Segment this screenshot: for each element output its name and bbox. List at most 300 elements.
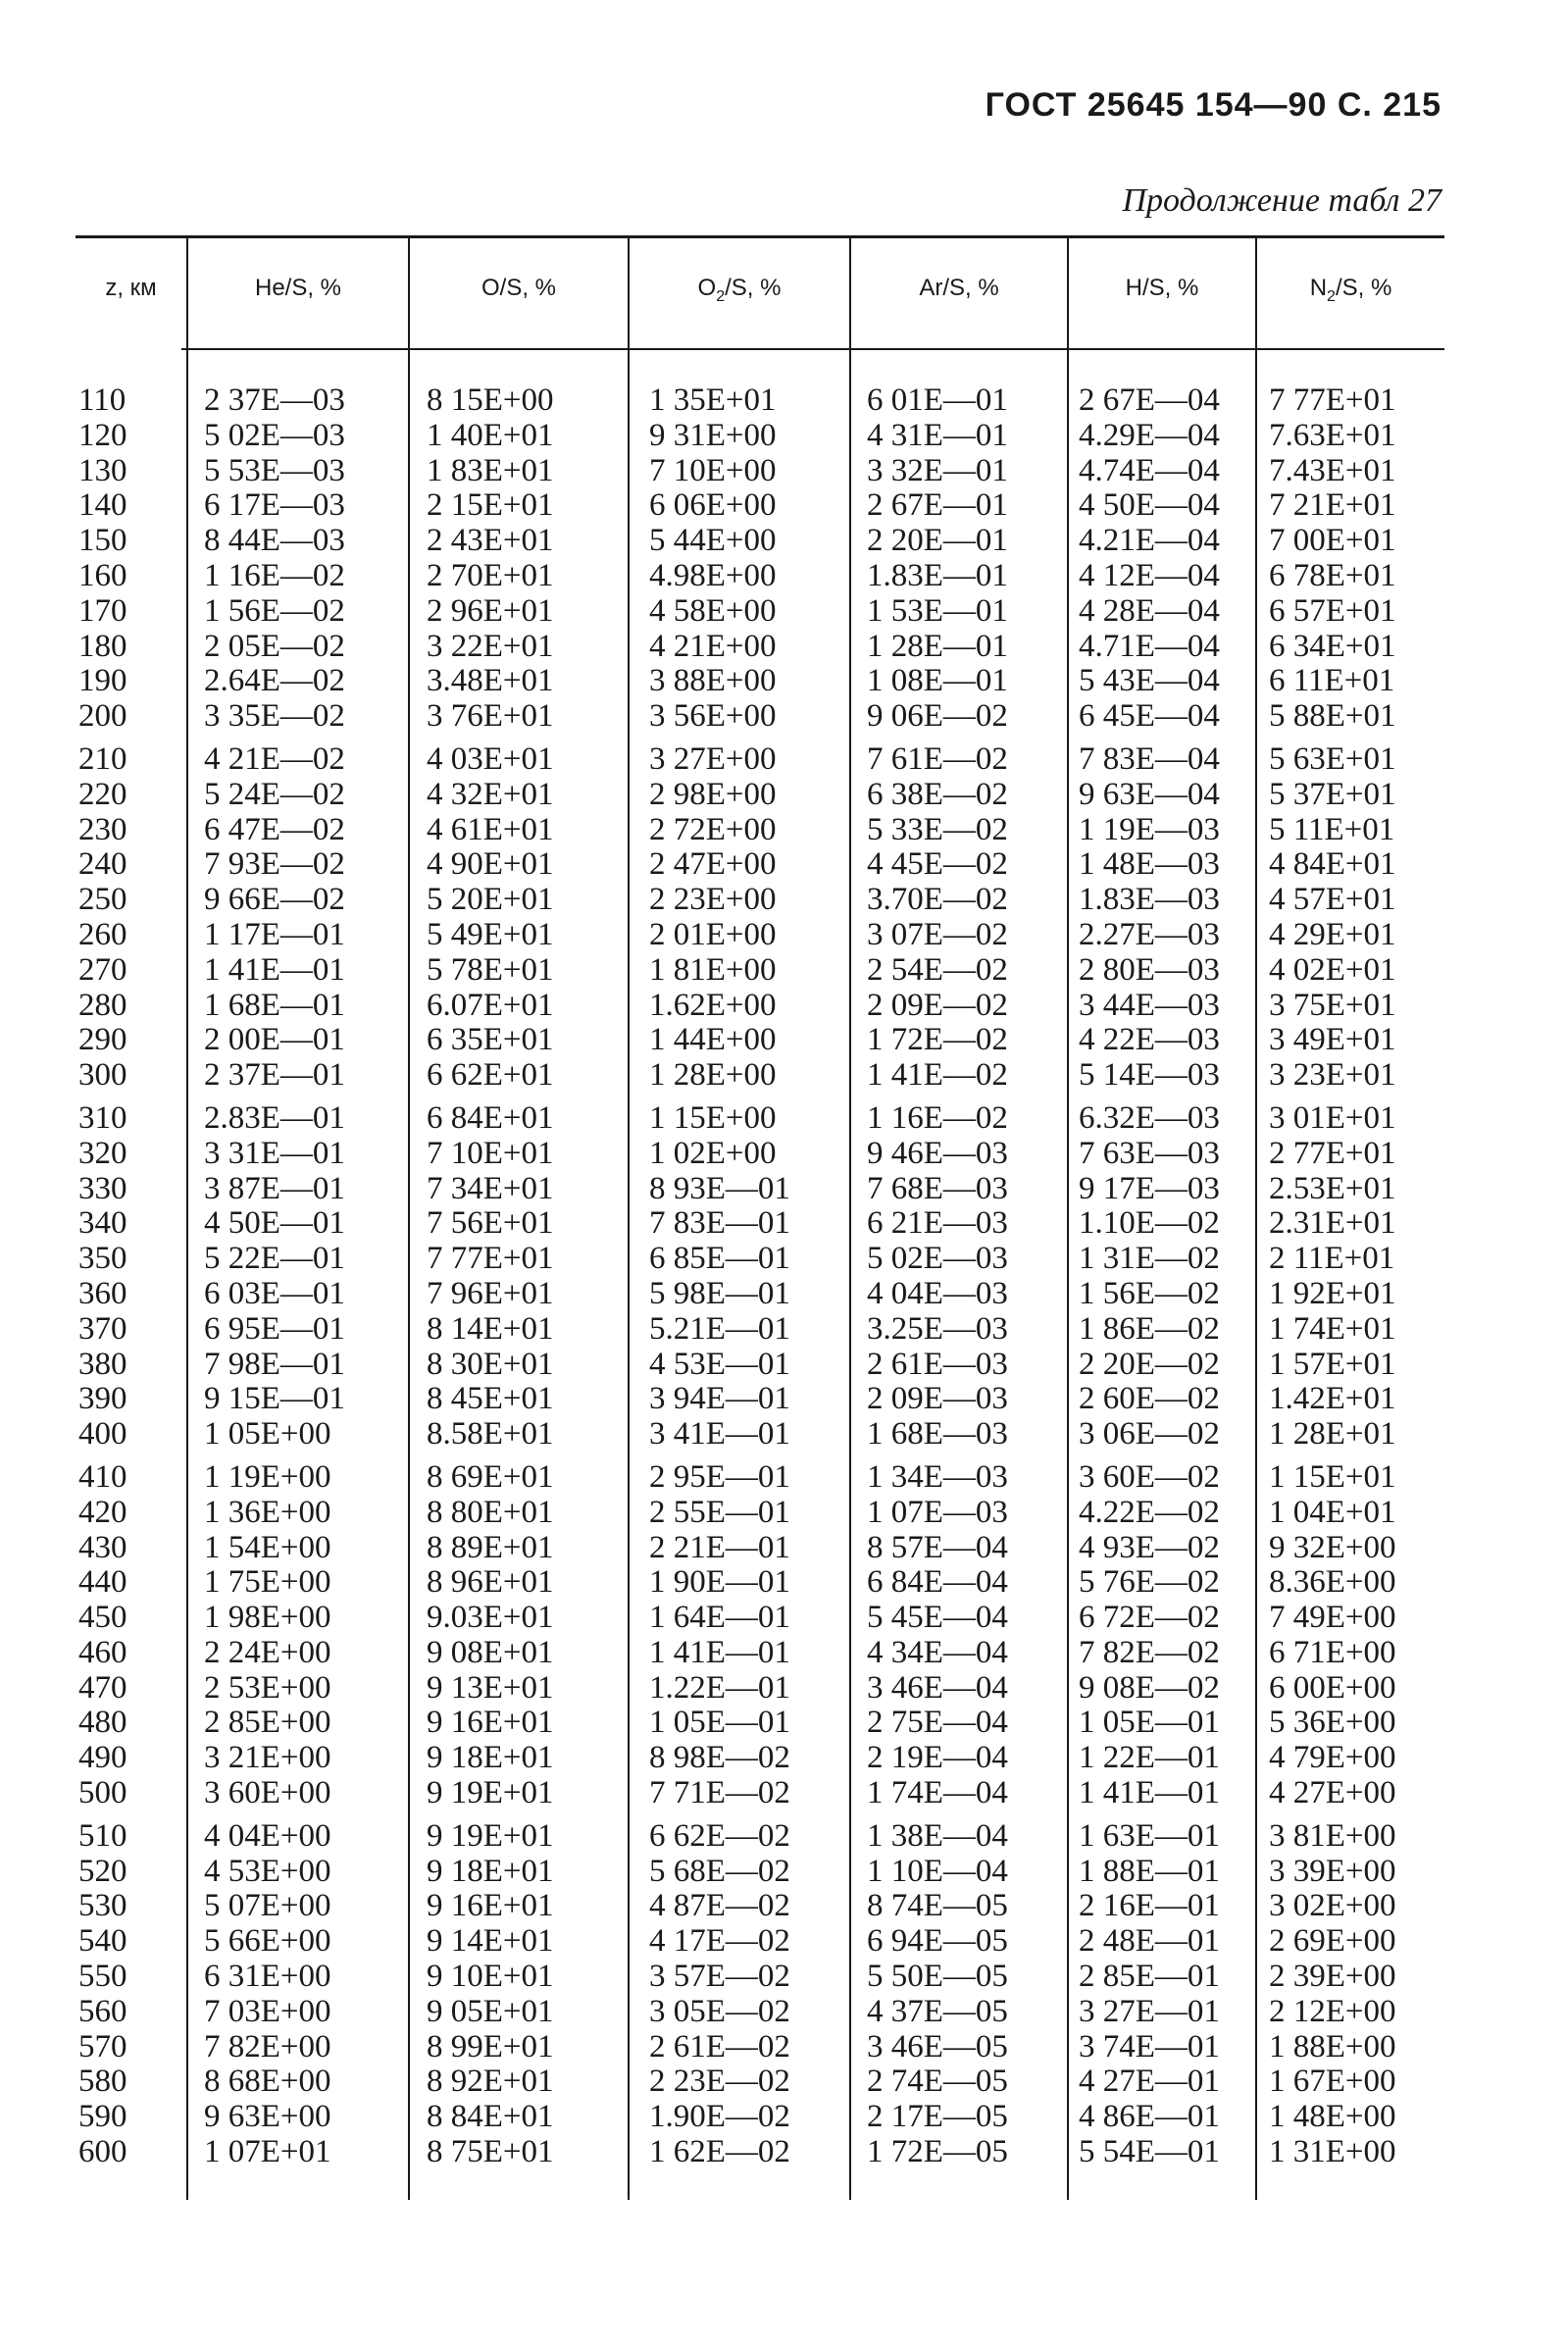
- value-cell: 5 49E+01: [427, 916, 554, 952]
- value-cell: 6 84E+01: [427, 1099, 554, 1136]
- col-header-h: H/S, %: [1125, 275, 1199, 301]
- value-cell: 6 35E+01: [427, 1022, 554, 1058]
- value-cell: 6 17E—03: [204, 487, 345, 524]
- altitude-cell: 500: [78, 1775, 127, 1811]
- value-cell: 2 77E+01: [1269, 1135, 1396, 1171]
- row-group: [0, 1101, 1568, 1453]
- altitude-cell: 410: [78, 1458, 127, 1495]
- value-cell: 8.36E+00: [1269, 1564, 1396, 1601]
- altitude-cell: 200: [78, 698, 127, 735]
- col-header-z: z, км: [105, 275, 157, 301]
- value-cell: 7 21E+01: [1269, 487, 1396, 524]
- value-cell: 5 37E+01: [1269, 776, 1396, 812]
- value-cell: 9 63E—04: [1079, 776, 1220, 812]
- value-cell: 8 93E—01: [649, 1170, 790, 1206]
- page-header: ГОСТ 25645 154—90 С. 215: [985, 86, 1442, 124]
- value-cell: 3 01E+01: [1269, 1099, 1396, 1136]
- value-cell: 5 44E+00: [649, 523, 777, 559]
- altitude-cell: 570: [78, 2028, 127, 2065]
- value-cell: 6 85E—01: [649, 1241, 790, 1277]
- value-cell: 1 54E+00: [204, 1529, 331, 1565]
- value-cell: 6 01E—01: [867, 382, 1008, 418]
- value-cell: 3 49E+01: [1269, 1022, 1396, 1058]
- value-cell: 3 07E—02: [867, 916, 1008, 952]
- value-cell: 3 75E+01: [1269, 987, 1396, 1023]
- value-cell: 1 05E—01: [649, 1705, 790, 1741]
- value-cell: 8 14E+01: [427, 1310, 554, 1347]
- value-cell: 1 63E—01: [1079, 1817, 1220, 1854]
- altitude-cell: 490: [78, 1740, 127, 1776]
- value-cell: 5 63E+01: [1269, 740, 1396, 777]
- value-cell: 2 23E+00: [649, 882, 777, 918]
- value-cell: 1 72E—02: [867, 1022, 1008, 1058]
- value-cell: 8 89E+01: [427, 1529, 554, 1565]
- value-cell: 4 61E+01: [427, 811, 554, 847]
- value-cell: 3.25E—03: [867, 1310, 1008, 1347]
- value-cell: 3 87E—01: [204, 1170, 345, 1206]
- value-cell: 2.27E—03: [1079, 916, 1220, 952]
- value-cell: 9 08E—02: [1079, 1669, 1220, 1706]
- value-cell: 3 41E—01: [649, 1416, 790, 1453]
- value-cell: 3 94E—01: [649, 1381, 790, 1417]
- value-cell: 8 57E—04: [867, 1529, 1008, 1565]
- value-cell: 3 88E+00: [649, 663, 777, 699]
- value-cell: 1 72E—05: [867, 2134, 1008, 2170]
- value-cell: 2 80E—03: [1079, 951, 1220, 988]
- value-cell: 1 62E—02: [649, 2134, 790, 2170]
- value-cell: 3 23E+01: [1269, 1057, 1396, 1094]
- value-cell: 4 53E—01: [649, 1346, 790, 1382]
- value-cell: 7 71E—02: [649, 1775, 790, 1811]
- table-row: [0, 559, 1568, 594]
- value-cell: 4 04E+00: [204, 1817, 331, 1854]
- value-cell: 5 50E—05: [867, 1959, 1008, 1995]
- value-cell: 7 61E—02: [867, 740, 1008, 777]
- value-cell: 1 15E+01: [1269, 1458, 1396, 1495]
- value-cell: 8 96E+01: [427, 1564, 554, 1601]
- value-cell: 9 14E+01: [427, 1923, 554, 1960]
- value-cell: 1 74E+01: [1269, 1310, 1396, 1347]
- value-cell: 8 80E+01: [427, 1494, 554, 1530]
- table-row: [0, 1460, 1568, 1496]
- value-cell: 5 98E—01: [649, 1275, 790, 1311]
- value-cell: 5 68E—02: [649, 1853, 790, 1889]
- value-cell: 4 27E—01: [1079, 2064, 1220, 2100]
- altitude-cell: 440: [78, 1564, 127, 1601]
- value-cell: 4.98E+00: [649, 557, 777, 593]
- value-cell: 1 92E+01: [1269, 1275, 1396, 1311]
- value-cell: 2 75E—04: [867, 1705, 1008, 1741]
- value-cell: 7 00E+01: [1269, 523, 1396, 559]
- value-cell: 4 17E—02: [649, 1923, 790, 1960]
- altitude-cell: 310: [78, 1099, 127, 1136]
- value-cell: 6 45E—04: [1079, 698, 1220, 735]
- value-cell: 1 36E+00: [204, 1494, 331, 1530]
- value-cell: 2 98E+00: [649, 776, 777, 812]
- table-row: [0, 1058, 1568, 1094]
- table-row: [0, 488, 1568, 524]
- value-cell: 5 53E—03: [204, 452, 345, 488]
- value-cell: 9 10E+01: [427, 1959, 554, 1995]
- value-cell: 3 39E+00: [1269, 1853, 1396, 1889]
- value-cell: 1 31E—02: [1079, 1241, 1220, 1277]
- value-cell: 7 68E—03: [867, 1170, 1008, 1206]
- altitude-cell: 190: [78, 663, 127, 699]
- altitude-cell: 280: [78, 987, 127, 1023]
- value-cell: 9 08E+01: [427, 1634, 554, 1670]
- value-cell: 3 46E—05: [867, 2028, 1008, 2065]
- value-cell: 1 64E—01: [649, 1600, 790, 1636]
- value-cell: 6 11E+01: [1269, 663, 1395, 699]
- value-cell: 7.63E+01: [1269, 417, 1396, 453]
- value-cell: 1 05E—01: [1079, 1705, 1220, 1741]
- value-cell: 9 19E+01: [427, 1817, 554, 1854]
- value-cell: 9 18E+01: [427, 1853, 554, 1889]
- value-cell: 3 81E+00: [1269, 1817, 1396, 1854]
- value-cell: 4 03E+01: [427, 740, 554, 777]
- altitude-cell: 220: [78, 776, 127, 812]
- altitude-cell: 330: [78, 1170, 127, 1206]
- altitude-cell: 180: [78, 628, 127, 664]
- row-group: [0, 1819, 1568, 2170]
- value-cell: 4 58E+00: [649, 592, 777, 629]
- value-cell: 1 41E—01: [1079, 1775, 1220, 1811]
- value-cell: 3 57E—02: [649, 1959, 790, 1995]
- altitude-cell: 160: [78, 557, 127, 593]
- value-cell: 5 54E—01: [1079, 2134, 1220, 2170]
- value-cell: 5 45E—04: [867, 1600, 1008, 1636]
- value-cell: 4 57E+01: [1269, 882, 1396, 918]
- altitude-cell: 360: [78, 1275, 127, 1311]
- value-cell: 8 75E+01: [427, 2134, 554, 2170]
- value-cell: 3 60E—02: [1079, 1458, 1220, 1495]
- value-cell: 1 07E—03: [867, 1494, 1008, 1530]
- value-cell: 1 16E—02: [867, 1099, 1008, 1136]
- value-cell: 6 57E+01: [1269, 592, 1396, 629]
- value-cell: 7 82E—02: [1079, 1634, 1220, 1670]
- value-cell: 9 46E—03: [867, 1135, 1008, 1171]
- table-row: [0, 1417, 1568, 1453]
- col-header-n2: $N_2/S$, %: [1309, 275, 1392, 305]
- value-cell: 1 68E—01: [204, 987, 345, 1023]
- value-cell: 9 05E+01: [427, 1993, 554, 2029]
- table-row: [0, 1924, 1568, 1960]
- value-cell: 6 71E+00: [1269, 1634, 1396, 1670]
- value-cell: 2 70E+01: [427, 557, 554, 593]
- table-row: [0, 1636, 1568, 1671]
- value-cell: 1 48E—03: [1079, 846, 1220, 883]
- value-cell: 6 62E+01: [427, 1057, 554, 1094]
- table-row: [0, 1601, 1568, 1636]
- value-cell: 1.22E—01: [649, 1669, 790, 1706]
- value-cell: 1 35E+01: [649, 382, 777, 418]
- altitude-cell: 480: [78, 1705, 127, 1741]
- value-cell: 4 34E—04: [867, 1634, 1008, 1670]
- value-cell: 9 19E+01: [427, 1775, 554, 1811]
- value-cell: 1 88E—01: [1079, 1853, 1220, 1889]
- value-cell: 9 15E—01: [204, 1381, 345, 1417]
- value-cell: 4 02E+01: [1269, 951, 1396, 988]
- value-cell: 8.58E+01: [427, 1416, 554, 1453]
- value-cell: 5 33E—02: [867, 811, 1008, 847]
- value-cell: 5 36E+00: [1269, 1705, 1396, 1741]
- value-cell: 1 15E+00: [649, 1099, 777, 1136]
- table-row: [0, 989, 1568, 1024]
- value-cell: 6.07E+01: [427, 987, 554, 1023]
- value-cell: 2 23E—02: [649, 2064, 790, 2100]
- value-cell: 3 22E+01: [427, 628, 554, 664]
- value-cell: 7 83E—04: [1079, 740, 1220, 777]
- value-cell: 1 74E—04: [867, 1775, 1008, 1811]
- value-cell: 1 22E—01: [1079, 1740, 1220, 1776]
- col-header-o: O/S, %: [481, 275, 557, 301]
- altitude-cell: 150: [78, 523, 127, 559]
- table-row: [0, 953, 1568, 989]
- value-cell: 1 38E—04: [867, 1817, 1008, 1854]
- value-cell: 4 79E+00: [1269, 1740, 1396, 1776]
- value-cell: 2 19E—04: [867, 1740, 1008, 1776]
- table-row: [0, 2100, 1568, 2135]
- value-cell: 5 22E—01: [204, 1241, 345, 1277]
- value-cell: 3.70E—02: [867, 882, 1008, 918]
- value-cell: 2.83E—01: [204, 1099, 345, 1136]
- table-row: [0, 847, 1568, 883]
- altitude-cell: 120: [78, 417, 127, 453]
- altitude-cell: 460: [78, 1634, 127, 1670]
- value-cell: 4.29E—04: [1079, 417, 1220, 453]
- value-cell: 2 61E—02: [649, 2028, 790, 2065]
- value-cell: 3 35E—02: [204, 698, 345, 735]
- altitude-cell: 560: [78, 1993, 127, 2029]
- value-cell: 1 17E—01: [204, 916, 345, 952]
- col-header-he: He/S, %: [254, 275, 342, 301]
- value-cell: 3 27E+00: [649, 740, 777, 777]
- value-cell: 6.32E—03: [1079, 1099, 1220, 1136]
- value-cell: 5 43E—04: [1079, 663, 1220, 699]
- altitude-cell: 530: [78, 1888, 127, 1924]
- value-cell: 1 88E+00: [1269, 2028, 1396, 2065]
- altitude-cell: 130: [78, 452, 127, 488]
- value-cell: 4 86E—01: [1079, 2099, 1220, 2135]
- value-cell: 4 37E—05: [867, 1993, 1008, 2029]
- altitude-cell: 210: [78, 740, 127, 777]
- altitude-cell: 520: [78, 1853, 127, 1889]
- value-cell: 2 09E—02: [867, 987, 1008, 1023]
- value-cell: 1.42E+01: [1269, 1381, 1396, 1417]
- value-cell: 7 49E+00: [1269, 1600, 1396, 1636]
- value-cell: 7 96E+01: [427, 1275, 554, 1311]
- value-cell: 2 60E—02: [1079, 1381, 1220, 1417]
- value-cell: 8 84E+01: [427, 2099, 554, 2135]
- value-cell: 1 19E—03: [1079, 811, 1220, 847]
- value-cell: 7 98E—01: [204, 1346, 345, 1382]
- value-cell: 1 40E+01: [427, 417, 554, 453]
- value-cell: 8 98E—02: [649, 1740, 790, 1776]
- value-cell: 1 28E+00: [649, 1057, 777, 1094]
- table-row: [0, 524, 1568, 559]
- value-cell: 2 17E—05: [867, 2099, 1008, 2135]
- table-continuation-label: Продолжение табл 27: [1122, 182, 1442, 219]
- value-cell: 1 41E—02: [867, 1057, 1008, 1094]
- table-row: [0, 2030, 1568, 2065]
- table-row: [0, 630, 1568, 665]
- value-cell: 2 85E+00: [204, 1705, 331, 1741]
- value-cell: 4 50E—04: [1079, 487, 1220, 524]
- altitude-cell: 110: [78, 382, 126, 418]
- value-cell: 2 37E—03: [204, 382, 345, 418]
- altitude-cell: 420: [78, 1494, 127, 1530]
- table-row: [0, 383, 1568, 419]
- value-cell: 2 39E+00: [1269, 1959, 1396, 1995]
- value-cell: 2 85E—01: [1079, 1959, 1220, 1995]
- value-cell: 9 13E+01: [427, 1669, 554, 1706]
- value-cell: 1 98E+00: [204, 1600, 331, 1636]
- value-cell: 2 95E—01: [649, 1458, 790, 1495]
- value-cell: 6 84E—04: [867, 1564, 1008, 1601]
- value-cell: 3 74E—01: [1079, 2028, 1220, 2065]
- value-cell: 7 83E—01: [649, 1205, 790, 1242]
- value-cell: 8 74E—05: [867, 1888, 1008, 1924]
- value-cell: 2.64E—02: [204, 663, 345, 699]
- value-cell: 2 72E+00: [649, 811, 777, 847]
- value-cell: 7 77E+01: [1269, 382, 1396, 418]
- row-group: [0, 1460, 1568, 1811]
- value-cell: 5 02E—03: [204, 417, 345, 453]
- altitude-cell: 580: [78, 2064, 127, 2100]
- value-cell: 2.31E+01: [1269, 1205, 1396, 1242]
- value-cell: 9 17E—03: [1079, 1170, 1220, 1206]
- altitude-cell: 300: [78, 1057, 127, 1094]
- value-cell: 2 55E—01: [649, 1494, 790, 1530]
- value-cell: 2 20E—01: [867, 523, 1008, 559]
- altitude-cell: 400: [78, 1416, 127, 1453]
- altitude-cell: 510: [78, 1817, 127, 1854]
- value-cell: 4.74E—04: [1079, 452, 1220, 488]
- value-cell: 1 04E+01: [1269, 1494, 1396, 1530]
- table-row: [0, 1889, 1568, 1924]
- value-cell: 9 63E+00: [204, 2099, 331, 2135]
- altitude-cell: 550: [78, 1959, 127, 1995]
- value-cell: 7 10E+00: [649, 452, 777, 488]
- value-cell: 1 67E+00: [1269, 2064, 1396, 2100]
- table-row: [0, 664, 1568, 699]
- table-row: [0, 883, 1568, 918]
- value-cell: 4 31E—01: [867, 417, 1008, 453]
- value-cell: 4 29E+01: [1269, 916, 1396, 952]
- value-cell: 1 57E+01: [1269, 1346, 1396, 1382]
- value-cell: 9 16E+01: [427, 1888, 554, 1924]
- value-cell: 2 05E—02: [204, 628, 345, 664]
- value-cell: 9.03E+01: [427, 1600, 554, 1636]
- table-row: [0, 1776, 1568, 1811]
- table-row: [0, 2065, 1568, 2100]
- value-cell: 7 82E+00: [204, 2028, 331, 2065]
- value-cell: 2 74E—05: [867, 2064, 1008, 2100]
- altitude-cell: 230: [78, 811, 127, 847]
- value-cell: 2 48E—01: [1079, 1923, 1220, 1960]
- value-cell: 4 21E—02: [204, 740, 345, 777]
- value-cell: 2 67E—01: [867, 487, 1008, 524]
- value-cell: 4 12E—04: [1079, 557, 1220, 593]
- value-cell: 1.83E—01: [867, 557, 1008, 593]
- table-row: [0, 1960, 1568, 1995]
- value-cell: 6 94E—05: [867, 1923, 1008, 1960]
- value-cell: 3 05E—02: [649, 1993, 790, 2029]
- table-row: [0, 778, 1568, 813]
- value-cell: 3 44E—03: [1079, 987, 1220, 1023]
- value-cell: 3 60E+00: [204, 1775, 331, 1811]
- value-cell: 8 92E+01: [427, 2064, 554, 2100]
- value-cell: 2 16E—01: [1079, 1888, 1220, 1924]
- table-row: [0, 454, 1568, 489]
- table-row: [0, 813, 1568, 848]
- value-cell: 1 75E+00: [204, 1564, 331, 1601]
- value-cell: 7 63E—03: [1079, 1135, 1220, 1171]
- value-cell: 4 84E+01: [1269, 846, 1396, 883]
- value-cell: 2 47E+00: [649, 846, 777, 883]
- value-cell: 6 78E+01: [1269, 557, 1396, 593]
- value-cell: 2 43E+01: [427, 523, 554, 559]
- value-cell: 2.53E+01: [1269, 1170, 1396, 1206]
- value-cell: 1.62E+00: [649, 987, 777, 1023]
- value-cell: 4 93E—02: [1079, 1529, 1220, 1565]
- value-cell: 1 86E—02: [1079, 1310, 1220, 1347]
- value-cell: 1 68E—03: [867, 1416, 1008, 1453]
- table-row: [0, 1348, 1568, 1383]
- value-cell: 5 11E+01: [1269, 811, 1395, 847]
- table-row: [0, 1819, 1568, 1855]
- table-row: [0, 1137, 1568, 1172]
- value-cell: 2 67E—04: [1079, 382, 1220, 418]
- value-cell: 3 32E—01: [867, 452, 1008, 488]
- value-cell: 1 28E—01: [867, 628, 1008, 664]
- value-cell: 1 48E+00: [1269, 2099, 1396, 2135]
- table-row: [0, 1023, 1568, 1058]
- altitude-cell: 250: [78, 882, 127, 918]
- altitude-cell: 430: [78, 1529, 127, 1565]
- value-cell: 3 21E+00: [204, 1740, 331, 1776]
- altitude-cell: 170: [78, 592, 127, 629]
- value-cell: 4 87E—02: [649, 1888, 790, 1924]
- value-cell: 7 34E+01: [427, 1170, 554, 1206]
- value-cell: 5.21E—01: [649, 1310, 790, 1347]
- value-cell: 4 21E+00: [649, 628, 777, 664]
- value-cell: 3 56E+00: [649, 698, 777, 735]
- value-cell: 3 27E—01: [1079, 1993, 1220, 2029]
- value-cell: 1 07E+01: [204, 2134, 331, 2170]
- value-cell: 5 24E—02: [204, 776, 345, 812]
- value-cell: 2 54E—02: [867, 951, 1008, 988]
- value-cell: 2 15E+01: [427, 487, 554, 524]
- value-cell: 1.90E—02: [649, 2099, 790, 2135]
- value-cell: 9 06E—02: [867, 698, 1008, 735]
- table-row: [0, 1531, 1568, 1566]
- value-cell: 1 02E+00: [649, 1135, 777, 1171]
- value-cell: 2 61E—03: [867, 1346, 1008, 1382]
- altitude-cell: 590: [78, 2099, 127, 2135]
- value-cell: 2 53E+00: [204, 1669, 331, 1706]
- table-row: [0, 1242, 1568, 1277]
- value-cell: 9 66E—02: [204, 882, 345, 918]
- value-cell: 1 34E—03: [867, 1458, 1008, 1495]
- value-cell: 6 47E—02: [204, 811, 345, 847]
- altitude-cell: 320: [78, 1135, 127, 1171]
- row-group: [0, 742, 1568, 1094]
- value-cell: 5 20E+01: [427, 882, 554, 918]
- value-cell: 2 37E—01: [204, 1057, 345, 1094]
- value-cell: 4 45E—02: [867, 846, 1008, 883]
- table-row: [0, 1312, 1568, 1348]
